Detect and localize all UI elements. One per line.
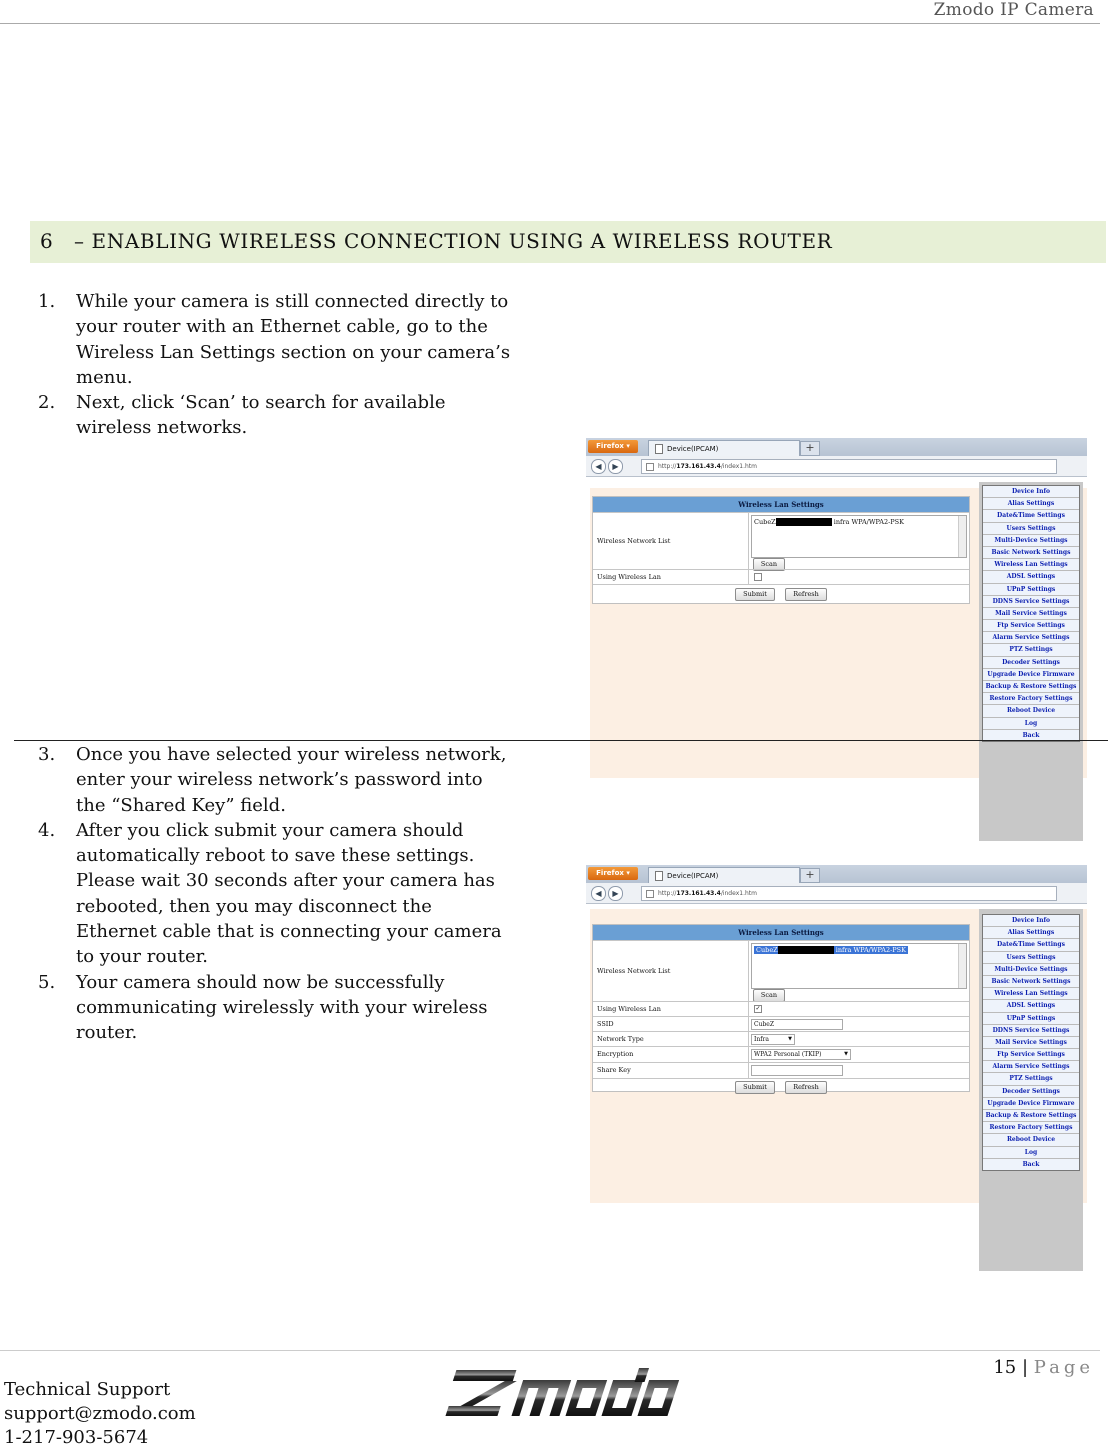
settings-menu	[982, 485, 1080, 742]
settings-menu	[982, 914, 1080, 1171]
menu-item[interactable]: Alarm Service Settings	[983, 1061, 1079, 1073]
menu-item[interactable]: Alias Settings	[983, 927, 1079, 939]
step-number: 3.	[38, 744, 56, 765]
menu-item[interactable]: Wireless Lan Settings	[983, 988, 1079, 1000]
footer-rule	[0, 1350, 1100, 1351]
list-item	[38, 742, 513, 818]
menu-item[interactable]: Basic Network Settings	[983, 976, 1079, 988]
scan-button[interactable]: Scan	[753, 558, 785, 571]
encryption-label: Encryption	[597, 1050, 634, 1058]
list-item	[38, 818, 513, 970]
panel-title: Wireless Lan Settings	[593, 497, 969, 512]
using-wireless-row	[593, 1001, 969, 1016]
using-wireless-label: Using Wireless Lan	[597, 1005, 661, 1013]
menu-panel	[979, 482, 1083, 841]
network-list-row	[593, 940, 969, 1001]
menu-item[interactable]: ADSL Settings	[983, 1000, 1079, 1012]
network-option-selected[interactable]: CubeZ infra WPA/WPA2-PSK	[756, 946, 906, 954]
network-list-label: Wireless Network List	[597, 537, 671, 545]
menu-item[interactable]: Log	[983, 718, 1079, 730]
url-bar[interactable]: http://173.161.43.4/index1.htm	[641, 886, 1057, 901]
list-item	[38, 289, 513, 390]
back-arrow-icon[interactable]: ◀	[591, 459, 606, 474]
refresh-button[interactable]: Refresh	[785, 588, 827, 601]
step-number: 4.	[38, 819, 56, 841]
menu-item[interactable]: Decoder Settings	[983, 657, 1079, 669]
menu-item[interactable]: Alarm Service Settings	[983, 632, 1079, 644]
menu-panel	[979, 909, 1083, 1271]
menu-item[interactable]: Date&Time Settings	[983, 510, 1079, 522]
support-title: Technical Support	[4, 1379, 171, 1400]
network-list-row	[593, 512, 969, 569]
menu-item[interactable]: ADSL Settings	[983, 571, 1079, 583]
forward-arrow-icon[interactable]: ▶	[608, 459, 623, 474]
scan-button[interactable]: Scan	[753, 989, 785, 1002]
steps-top-list	[38, 289, 513, 441]
browser-tabbar	[586, 438, 1087, 456]
menu-item[interactable]: DDNS Service Settings	[983, 596, 1079, 608]
menu-item[interactable]: UPnP Settings	[983, 1013, 1079, 1025]
network-listbox[interactable]	[751, 943, 967, 989]
menu-item[interactable]: Reboot Device	[983, 1134, 1079, 1146]
encryption-row	[593, 1046, 969, 1062]
url-bar[interactable]: http://173.161.43.4/index1.htm	[641, 459, 1057, 474]
firefox-menu-button[interactable]: Firefox ▾	[588, 440, 638, 453]
listbox-scrollbar[interactable]	[958, 944, 966, 988]
zmodo-logo	[433, 1362, 687, 1422]
ssid-label: SSID	[597, 1020, 614, 1028]
menu-item[interactable]: Upgrade Device Firmware	[983, 1098, 1079, 1110]
menu-item[interactable]: Wireless Lan Settings	[983, 559, 1079, 571]
menu-item[interactable]: Users Settings	[983, 952, 1079, 964]
panel-title: Wireless Lan Settings	[593, 925, 969, 940]
network-type-select[interactable]: Infra ▼	[751, 1034, 795, 1045]
chevron-down-icon: ▼	[844, 1051, 848, 1057]
step-text: While your camera is still connected directly to your router with an Ethernet cable, go to the Wireless Lan Settings section on your camera’s menu.	[76, 291, 511, 388]
browser-tab[interactable]: Device(IPCAM)	[648, 867, 800, 884]
redaction-block	[778, 946, 834, 954]
refresh-button[interactable]: Refresh	[785, 1081, 827, 1094]
network-type-row	[593, 1031, 969, 1046]
menu-item[interactable]: UPnP Settings	[983, 584, 1079, 596]
menu-item[interactable]: Back	[983, 730, 1079, 741]
page-divider	[14, 740, 1108, 741]
menu-item[interactable]: Mail Service Settings	[983, 1037, 1079, 1049]
menu-item[interactable]: Backup & Restore Settings	[983, 681, 1079, 693]
page-icon	[646, 463, 654, 471]
menu-item[interactable]: PTZ Settings	[983, 1073, 1079, 1085]
document-icon	[655, 444, 663, 454]
menu-item[interactable]: Log	[983, 1147, 1079, 1159]
network-option[interactable]: CubeZ infra WPA/WPA2-PSK	[754, 518, 904, 526]
menu-item[interactable]: Ftp Service Settings	[983, 1049, 1079, 1061]
ssid-input[interactable]: CubeZ	[751, 1019, 843, 1030]
network-type-label: Network Type	[597, 1035, 644, 1043]
action-row	[593, 584, 969, 604]
using-wireless-checkbox[interactable]: ✓	[755, 1005, 761, 1012]
share-key-input[interactable]	[751, 1065, 843, 1076]
header-title: Zmodo IP Camera	[933, 0, 1094, 20]
browser-tabbar	[586, 865, 1087, 883]
screenshot-shared-key	[586, 865, 1087, 1271]
new-tab-button[interactable]: +	[800, 868, 820, 883]
menu-item[interactable]: PTZ Settings	[983, 644, 1079, 656]
share-key-label: Share Key	[597, 1066, 631, 1074]
network-listbox[interactable]	[751, 515, 967, 558]
step-text: Once you have selected your wireless network, enter your wireless network’s password into the “Shared Key” field.	[76, 744, 507, 816]
browser-tab[interactable]: Device(IPCAM)	[648, 440, 800, 457]
encryption-select[interactable]: WPA2 Personal (TKIP) ▼	[751, 1049, 851, 1060]
section-title: – ENABLING WIRELESS CONNECTION USING A WIRELESS ROUTER	[74, 229, 833, 253]
using-wireless-checkbox[interactable]	[754, 573, 762, 581]
menu-item[interactable]: Alias Settings	[983, 498, 1079, 510]
menu-item[interactable]: Date&Time Settings	[983, 939, 1079, 951]
new-tab-button[interactable]: +	[800, 441, 820, 456]
page-icon	[646, 890, 654, 898]
menu-item[interactable]: Basic Network Settings	[983, 547, 1079, 559]
menu-item[interactable]: Upgrade Device Firmware	[983, 669, 1079, 681]
menu-item[interactable]: Decoder Settings	[983, 1086, 1079, 1098]
submit-button[interactable]: Submit	[735, 1081, 775, 1094]
back-arrow-icon[interactable]: ◀	[591, 886, 606, 901]
network-list-label: Wireless Network List	[597, 967, 671, 975]
support-contact	[4, 1378, 196, 1450]
menu-item[interactable]: Back	[983, 1159, 1079, 1170]
screenshot-scan	[586, 438, 1087, 841]
forward-arrow-icon[interactable]: ▶	[608, 886, 623, 901]
menu-item[interactable]: Mail Service Settings	[983, 608, 1079, 620]
ssid-row	[593, 1016, 969, 1031]
menu-item[interactable]: Backup & Restore Settings	[983, 1110, 1079, 1122]
step-number: 5.	[38, 971, 56, 993]
using-wireless-row	[593, 569, 969, 584]
chevron-down-icon: ▼	[788, 1036, 792, 1042]
list-item	[38, 970, 513, 1046]
section-heading	[30, 221, 1106, 263]
support-email: support@zmodo.com	[4, 1403, 196, 1424]
menu-item[interactable]: Users Settings	[983, 523, 1079, 535]
support-phone: 1-217-903-5674	[4, 1427, 149, 1448]
steps-bottom-list	[38, 742, 513, 1046]
step-text: Your camera should now be successfully communicating wirelessly with your wireless router.	[76, 971, 488, 1044]
menu-item[interactable]: DDNS Service Settings	[983, 1025, 1079, 1037]
step-number: 2.	[38, 392, 56, 414]
header-rule	[0, 23, 1100, 24]
action-row	[593, 1078, 969, 1096]
menu-item[interactable]: Ftp Service Settings	[983, 620, 1079, 632]
step-text: After you click submit your camera should automatically reboot to save these settings. Please wait 30 seconds after your camera has rebooted, then you may disconnect the Ethernet cable that is connecting your camera to your router.	[76, 819, 502, 968]
wireless-lan-settings-panel	[592, 924, 970, 1092]
menu-item[interactable]: Reboot Device	[983, 705, 1079, 717]
browser-navbar	[586, 883, 1087, 904]
listbox-scrollbar[interactable]	[958, 516, 966, 557]
using-wireless-label: Using Wireless Lan	[597, 573, 661, 581]
menu-item[interactable]: Device Info	[983, 915, 1079, 927]
wireless-lan-settings-panel	[592, 496, 970, 604]
section-number: 6	[40, 229, 54, 253]
menu-item[interactable]: Multi-Device Settings	[983, 535, 1079, 547]
browser-navbar	[586, 456, 1087, 477]
step-text: Next, click ‘Scan’ to search for available wireless networks.	[76, 392, 446, 439]
step-number: 1.	[38, 291, 56, 312]
redaction-block	[776, 518, 832, 526]
menu-item[interactable]: Device Info	[983, 486, 1079, 498]
share-key-row	[593, 1062, 969, 1078]
firefox-menu-button[interactable]: Firefox ▾	[588, 867, 638, 880]
submit-button[interactable]: Submit	[735, 588, 775, 601]
list-item	[38, 390, 513, 441]
menu-item[interactable]: Restore Factory Settings	[983, 693, 1079, 705]
page-number: 15 | Page	[993, 1357, 1094, 1378]
document-icon	[655, 871, 663, 881]
menu-item[interactable]: Multi-Device Settings	[983, 964, 1079, 976]
menu-item[interactable]: Restore Factory Settings	[983, 1122, 1079, 1134]
